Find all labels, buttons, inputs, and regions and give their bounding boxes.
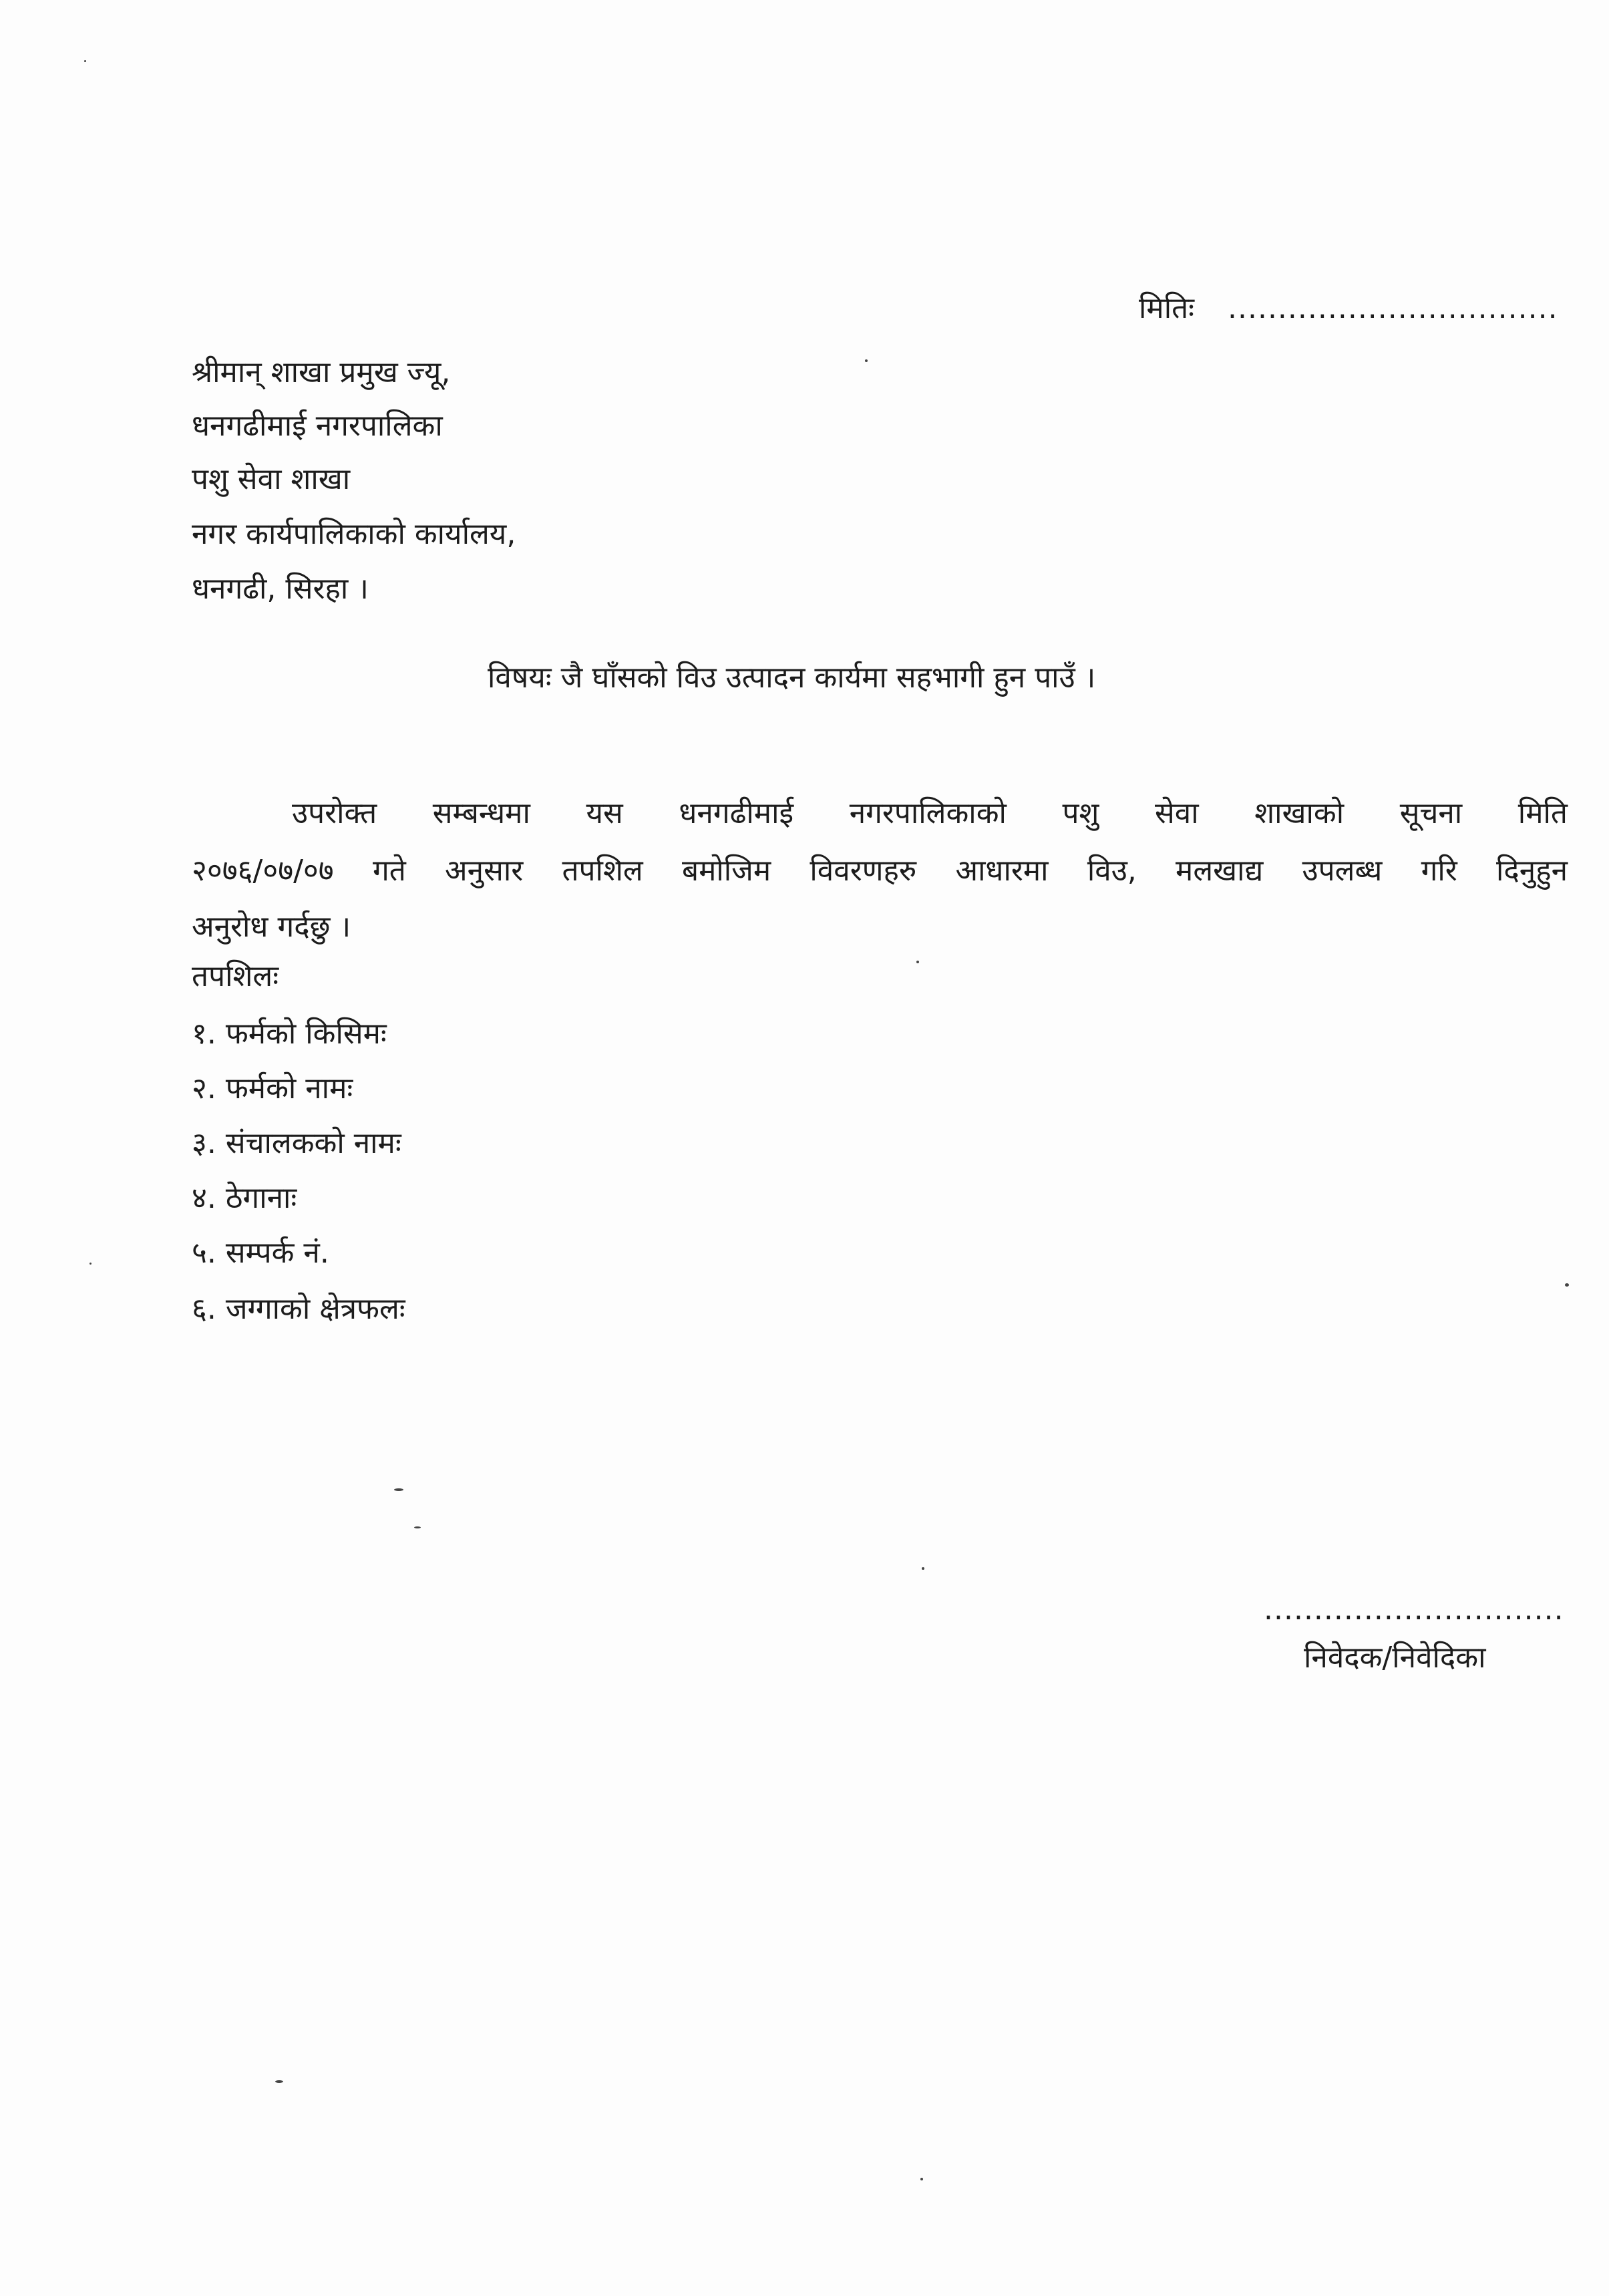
- scan-speck: [865, 359, 868, 362]
- tapsil-item-firm-type: १. फर्मको किसिमः: [192, 1017, 387, 1051]
- scan-speck: [1565, 1283, 1569, 1287]
- body-line-2: २०७६/०७/०७ गते अनुसार तपशिल बमोजिम विवरणहरु आधारमा विउ, मलखाद्य उपलब्ध गरि दिनुहुन: [192, 854, 1568, 888]
- body-line-1: उपरोक्त सम्बन्धमा यस धनगढीमाई नगरपालिकाको पशु सेवा शाखाको सूचना मिति: [292, 796, 1568, 830]
- scan-speck: [414, 1526, 421, 1528]
- body-line-3: अनुरोध गर्दछु ।: [192, 910, 351, 944]
- tapsil-item-address: ४. ठेगानाः: [192, 1181, 297, 1215]
- scan-speck: [922, 1567, 924, 1570]
- address-line-salutation: श्रीमान् शाखा प्रमुख ज्यू,: [192, 355, 451, 389]
- date-label: मितिः: [1139, 291, 1195, 325]
- address-line-office: नगर कार्यपालिकाको कार्यालय,: [192, 517, 516, 551]
- tapsil-item-contact: ५. सम्पर्क नं.: [192, 1236, 329, 1270]
- address-line-branch: पशु सेवा शाखा: [192, 462, 351, 496]
- scan-speck: [90, 1263, 92, 1265]
- scan-speck: [84, 60, 86, 62]
- date-blank: .................................: [1228, 291, 1558, 325]
- tapsil-heading: तपशिलः: [192, 959, 279, 993]
- scan-speck: [394, 1488, 403, 1491]
- signature-blank: ..............................: [1264, 1593, 1564, 1627]
- scan-speck: [275, 2080, 283, 2083]
- scan-speck: [920, 2178, 923, 2180]
- signature-label: निवेदक/निवेदिका: [1304, 1641, 1486, 1675]
- tapsil-item-operator-name: ३. संचालकको नामः: [192, 1126, 401, 1160]
- subject-line: विषयः जै घाँसको विउ उत्पादन कार्यमा सहभागी हुन पाउँ ।: [488, 661, 1096, 695]
- tapsil-item-firm-name: २. फर्मको नामः: [192, 1072, 353, 1106]
- tapsil-item-land-area: ६. जग्गाको क्षेत्रफलः: [192, 1292, 405, 1326]
- scan-speck: [916, 961, 919, 963]
- address-line-location: धनगढी, सिरहा ।: [192, 572, 369, 606]
- address-line-municipality: धनगढीमाई नगरपालिका: [192, 409, 443, 443]
